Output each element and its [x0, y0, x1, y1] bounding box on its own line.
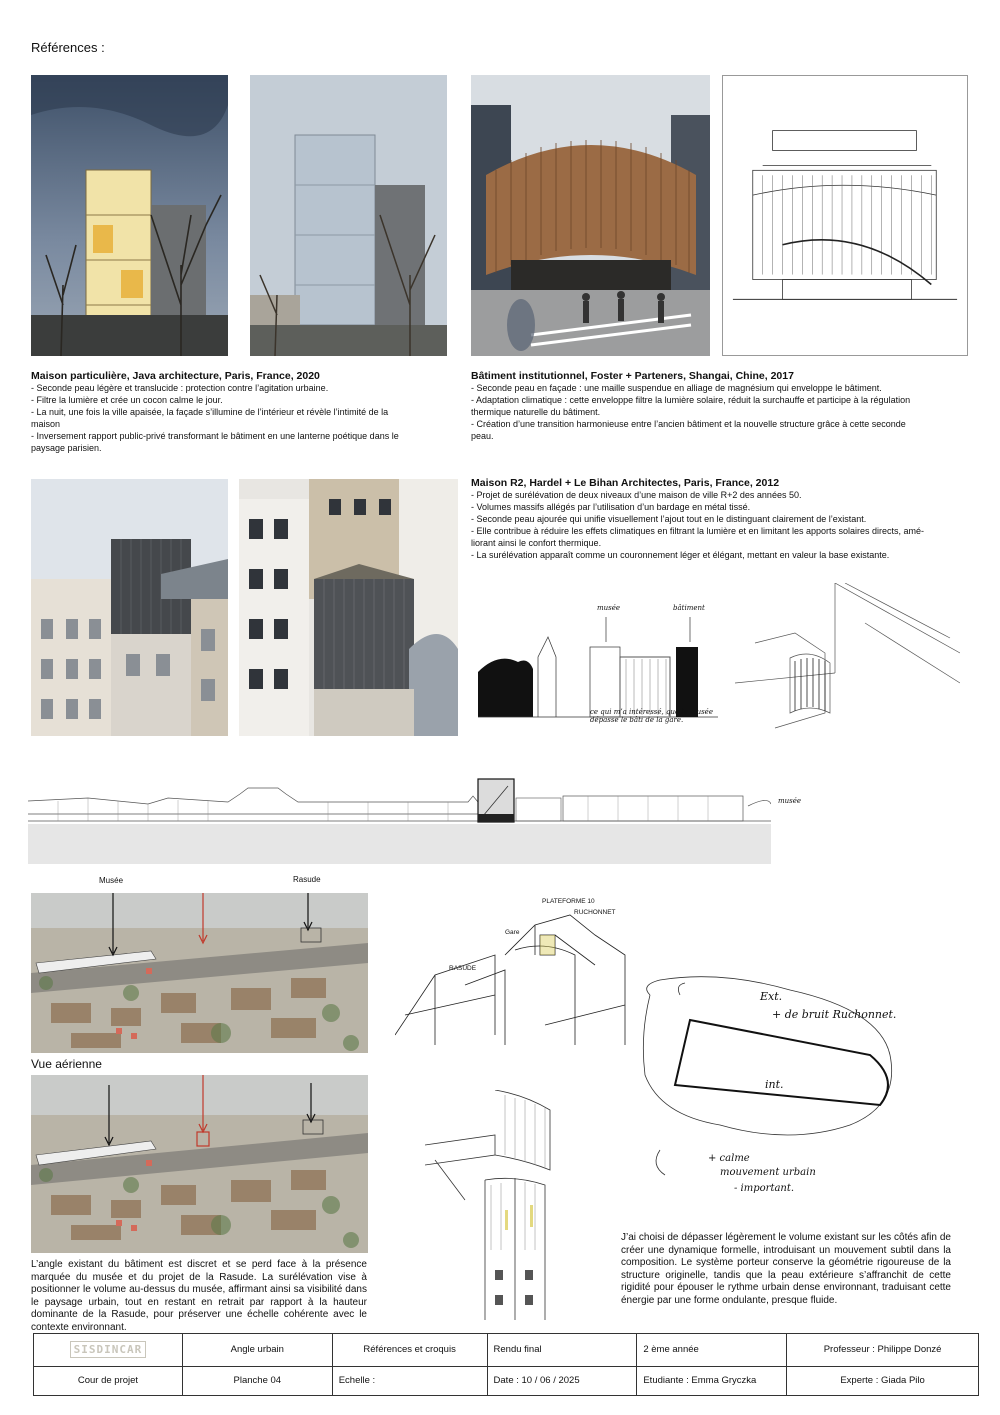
caption-foster-line: thermique naturelle du bâtiment.: [471, 407, 601, 417]
caption-maison-r2-line: - Elle contribue à réduire les effets climatiques en filtrant la lumière et en limitant les apports solaires directs, amé-: [471, 526, 925, 536]
sketch-tower: [425, 1090, 565, 1320]
caption-foster-line: - Adaptation climatique : cette enveloppe filtre la lumière solaire, réduit la surchauffe et participe à la régulation: [471, 395, 911, 405]
caption-foster-title: Bâtiment institutionnel, Foster + Parteners, Shangai, Chine, 2017: [471, 370, 794, 382]
caption-foster: [471, 370, 976, 442]
sketch-note: ce qui m’a intéressé, que le musée dépasse le bâti de la gare.: [590, 708, 713, 724]
caption-foster-line: - Création d’une transition harmonieuse entre l’ancien bâtiment et la nouvelle structure grâce à cette seconde: [471, 419, 906, 429]
axo-label-rasude: RASUDE: [449, 965, 477, 972]
caption-java-line: paysage parisien.: [31, 443, 102, 453]
caption-maison-r2-line: - La surélévation apparaît comme un couronnement léger et élégant, mettant en valeur la base existante.: [471, 550, 890, 560]
caption-java: [31, 370, 451, 454]
title-block-cell: 2 ème année: [637, 1334, 787, 1367]
photo-foster-shanghai: [471, 75, 710, 356]
sketch-label-musee: musée: [597, 604, 621, 612]
title-block-cell: Professeur : Philippe Donzé: [787, 1334, 979, 1367]
plan-label-ext: Ext.: [760, 990, 783, 1003]
school-logo: SISDINCAR: [70, 1341, 147, 1358]
sketch-axonometric: [395, 895, 632, 1050]
title-block: [33, 1333, 979, 1396]
sketch-perspective-street: [735, 583, 960, 741]
title-block-cell: Echelle :: [332, 1366, 487, 1395]
plan-label-bruit: + de bruit Ruchonnet.: [772, 1008, 897, 1021]
photo-java-night: [31, 75, 228, 356]
sketch-label-batiment: bâtiment: [673, 604, 705, 612]
caption-maison-r2: [471, 477, 976, 561]
title-block-cell: Angle urbain: [182, 1334, 332, 1367]
plan-label-important: - important.: [734, 1183, 795, 1194]
title-block-cell: Etudiante : Emma Gryczka: [637, 1366, 787, 1395]
caption-maison-r2-line: - Projet de surélévation de deux niveaux d’une maison de ville R+2 des années 50.: [471, 490, 802, 500]
paragraph-concept: J’ai choisi de dépasser légèrement le volume existant sur les côtés afin de créer une dynamique formelle, introduisant un mouvement subtil dans la composition. Le système porteur conserve la géométrie rigoureuse de la structure originelle, tandis que la peau extérieure s’affranchit de cette rigidité pour épouser le rythme urbain dense environnant, traduisant cette énergie par une forme ondulante, presque fluide.: [621, 1232, 951, 1306]
aerial-label-rasude: Rasude: [293, 875, 321, 884]
caption-maison-r2-title: Maison R2, Hardel + Le Bihan Architectes, Paris, France, 2012: [471, 477, 780, 489]
title-block-cell: Références et croquis: [332, 1334, 487, 1367]
title-block-cell: Rendu final: [487, 1334, 637, 1367]
elevation-label-musee: musée: [778, 797, 802, 805]
drawing-foster-elevation: [722, 75, 968, 356]
aerial-title: Vue aérienne: [31, 1057, 102, 1071]
plan-label-mouvement: mouvement urbain: [720, 1167, 816, 1178]
plan-label-int: int.: [765, 1078, 784, 1091]
title-block-cell: Date : 10 / 06 / 2025: [487, 1366, 637, 1395]
photo-maison-r2-roof: [239, 479, 458, 736]
caption-java-line: - Inversement rapport public-privé transformant le bâtiment en une lanterne poétique dans le: [31, 431, 399, 441]
caption-java-title: Maison particulière, Java architecture, Paris, France, 2020: [31, 370, 320, 382]
page-heading: Références :: [31, 40, 105, 55]
title-block-logo-cell: [34, 1334, 183, 1367]
caption-foster-line: peau.: [471, 431, 494, 441]
caption-java-line: maison: [31, 419, 61, 429]
title-block-cell: Planche 04: [182, 1366, 332, 1395]
plan-label-calme: + calme: [708, 1153, 750, 1164]
axo-label-ruchonnet: RUCHONNET: [574, 909, 616, 916]
caption-java-line: - Filtre la lumière et crée un cocon calme le jour.: [31, 395, 223, 405]
caption-maison-r2-line: liorant ainsi le confort thermique.: [471, 538, 602, 548]
caption-maison-r2-line: - Volumes massifs allégés par l’utilisation d’un bardage en métal tissé.: [471, 502, 751, 512]
caption-java-line: - La nuit, une fois la ville apaisée, la façade s’illumine de l’intérieur et révèle l’intimité de la: [31, 407, 389, 417]
aerial-label-musee: Musée: [99, 876, 124, 885]
photo-aerial-2: [31, 1075, 368, 1253]
photo-aerial-1: [31, 893, 368, 1053]
drawing-long-elevation: [28, 776, 771, 864]
photo-java-day: [250, 75, 447, 356]
caption-maison-r2-line: - Seconde peau ajourée qui unifie visuellement l’ajout tout en le distinguant clairement de l’existant.: [471, 514, 867, 524]
photo-maison-r2-street: [31, 479, 228, 736]
title-block-cell: Experte : Giada Pilo: [787, 1366, 979, 1395]
caption-foster-line: - Seconde peau en façade : une maille suspendue en alliage de magnésium qui enveloppe le bâtiment.: [471, 383, 882, 393]
paragraph-angle: L’angle existant du bâtiment est discret et se perd face à la présence marquée du musée et du projet de la Rasude. La surélévation vise à positionner le volume au-dessus du musée, affirmant ainsi sa visibilité dans le paysage urbain, tout en restant en retrait par rapport à la hauteur dominante de la Rasude, pour préserver une échelle cohérente avec le contexte environnant.: [31, 1259, 367, 1333]
axo-label-plateforme: PLATEFORME 10: [542, 898, 595, 905]
axo-label-gare: Gare: [505, 929, 520, 936]
title-block-cell: Cour de projet: [34, 1366, 183, 1395]
caption-java-line: - Seconde peau légère et translucide : protection contre l’agitation urbaine.: [31, 383, 329, 393]
